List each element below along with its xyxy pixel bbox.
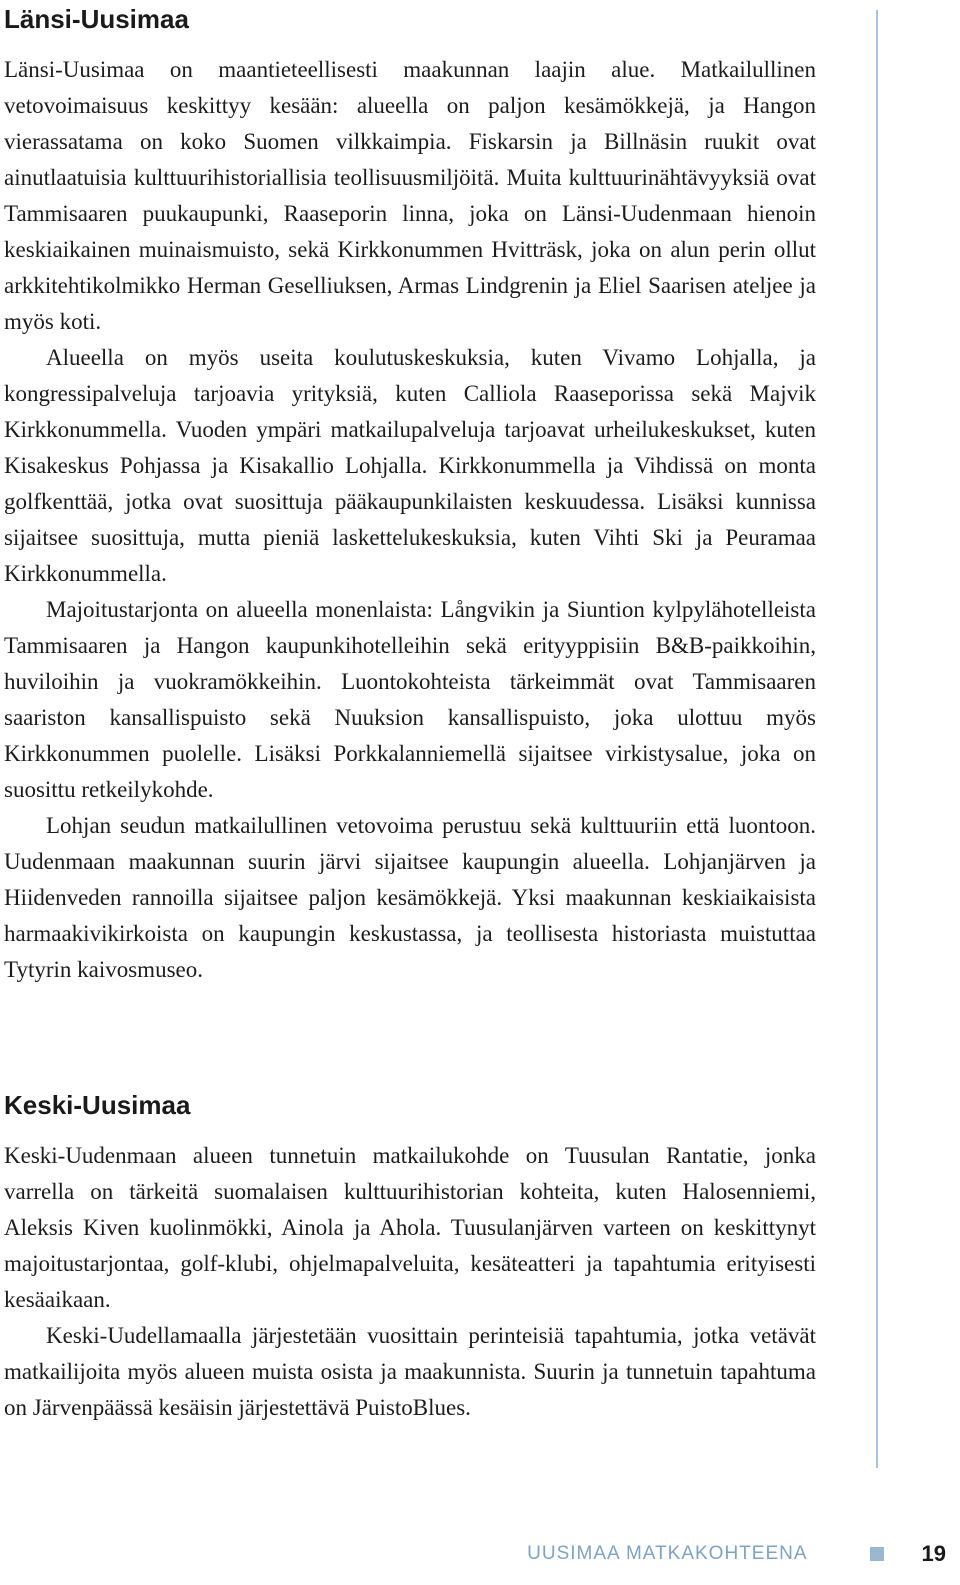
paragraph: Keski-Uudellamaalla järjestetään vuosittain perinteisiä tapahtumia, jotka vetävät matkailijoita myös alueen muista osista ja maakunnista. Suurin ja tunnetuin tapahtuma on Järvenpäässä kesäisin järjestettävä PuistoBlues. <box>4 1323 816 1420</box>
page-footer <box>527 1541 946 1567</box>
section-body <box>4 1138 816 1426</box>
section-body <box>4 52 816 988</box>
paragraph: Länsi-Uusimaa on maantieteellisesti maakunnan laajin alue. Matkailullinen vetovoimaisuus keskittyy kesään: alueella on paljon kesämökkejä, ja Hangon vierassatama on koko Suomen vilkkaimpia. Fiskarsin ja Billnäsin ruukit ovat ainutlaatuisia kulttuurihistoriallisia teollisuusmiljöitä. Muita kulttuurinähtävyyksiä ovat Tammisaaren puukaupunki, Raaseporin linna, joka on Länsi-Uudenmaan hienoin keskiaikainen muinaismuisto, sekä Kirkkonummen Hvitträsk, joka on alun perin ollut arkkitehtikolmikko Herman Geselliuksen, Armas Lindgrenin ja Eliel Saarisen ateljee ja myös koti. <box>4 57 816 334</box>
paragraph: Lohjan seudun matkailullinen vetovoima perustuu sekä kulttuuriin että luontoon. Uudenmaan maakunnan suurin järvi sijaitsee kaupungin alueella. Lohjanjärven ja Hiidenveden rannoilla sijaitsee paljon kesämökkejä. Yksi maakunnan keskiaikaisista harmaakivikirkoista on kaupungin keskustassa, ja teollisesta historiasta muistuttaa Tytyrin kaivosmuseo. <box>4 813 816 982</box>
footer-title: UUSIMAA MATKAKOHTEENA <box>527 1543 808 1564</box>
section-lansi-uusimaa <box>4 4 816 988</box>
section-heading: Länsi-Uusimaa <box>4 4 189 34</box>
square-icon <box>870 1547 884 1561</box>
page-number: 19 <box>921 1541 946 1566</box>
section-keski-uusimaa <box>4 1090 816 1426</box>
paragraph: Majoitustarjonta on alueella monenlaista: Långvikin ja Siuntion kylpylähotelleista Tammisaaren ja Hangon kaupunkihotelleihin sekä erityyppisiin B&B-paikkoihin, huviloihin ja vuokramökkeihin. Luontokohteista tärkeimmät ovat Tammisaaren saariston kansallispuisto sekä Nuuksion kansallispuisto, joka ulottuu myös Kirkkonummen puolelle. Lisäksi Porkkalanniemellä sijaitsee virkistysalue, joka on suosittu retkeilykohde. <box>4 597 816 802</box>
main-column <box>4 0 816 1420</box>
paragraph: Alueella on myös useita koulutuskeskuksia, kuten Vivamo Lohjalla, ja kongressipalveluja tarjoavia yrityksiä, kuten Calliola Raaseporissa sekä Majvik Kirkkonummella. Vuoden ympäri matkailupalveluja tarjoavat urheilukeskukset, kuten Kisakeskus Pohjassa ja Kisakallio Lohjalla. Kirkkonummella ja Vihdissä on monta golfkenttää, jotka ovat suosittuja pääkaupunkilaisten keskuudessa. Lisäksi kunnissa sijaitsee suosittuja, mutta pieniä laskettelukeskuksia, kuten Vihti Ski ja Peuramaa Kirkkonummella. <box>4 345 816 586</box>
paragraph: Keski-Uudenmaan alueen tunnetuin matkailukohde on Tuusulan Rantatie, jonka varrella on tärkeitä suomalaisen kulttuurihistorian kohteita, kuten Halosenniemi, Aleksis Kiven kuolinmökki, Ainola ja Ahola. Tuusulanjärven varteen on keskittynyt majoitustarjontaa, golf-klubi, ohjelmapalveluita, kesäteatteri ja tapahtumia erityisesti kesäaikaan. <box>4 1143 816 1312</box>
margin-rule <box>876 10 878 1468</box>
section-heading: Keski-Uusimaa <box>4 1090 191 1120</box>
